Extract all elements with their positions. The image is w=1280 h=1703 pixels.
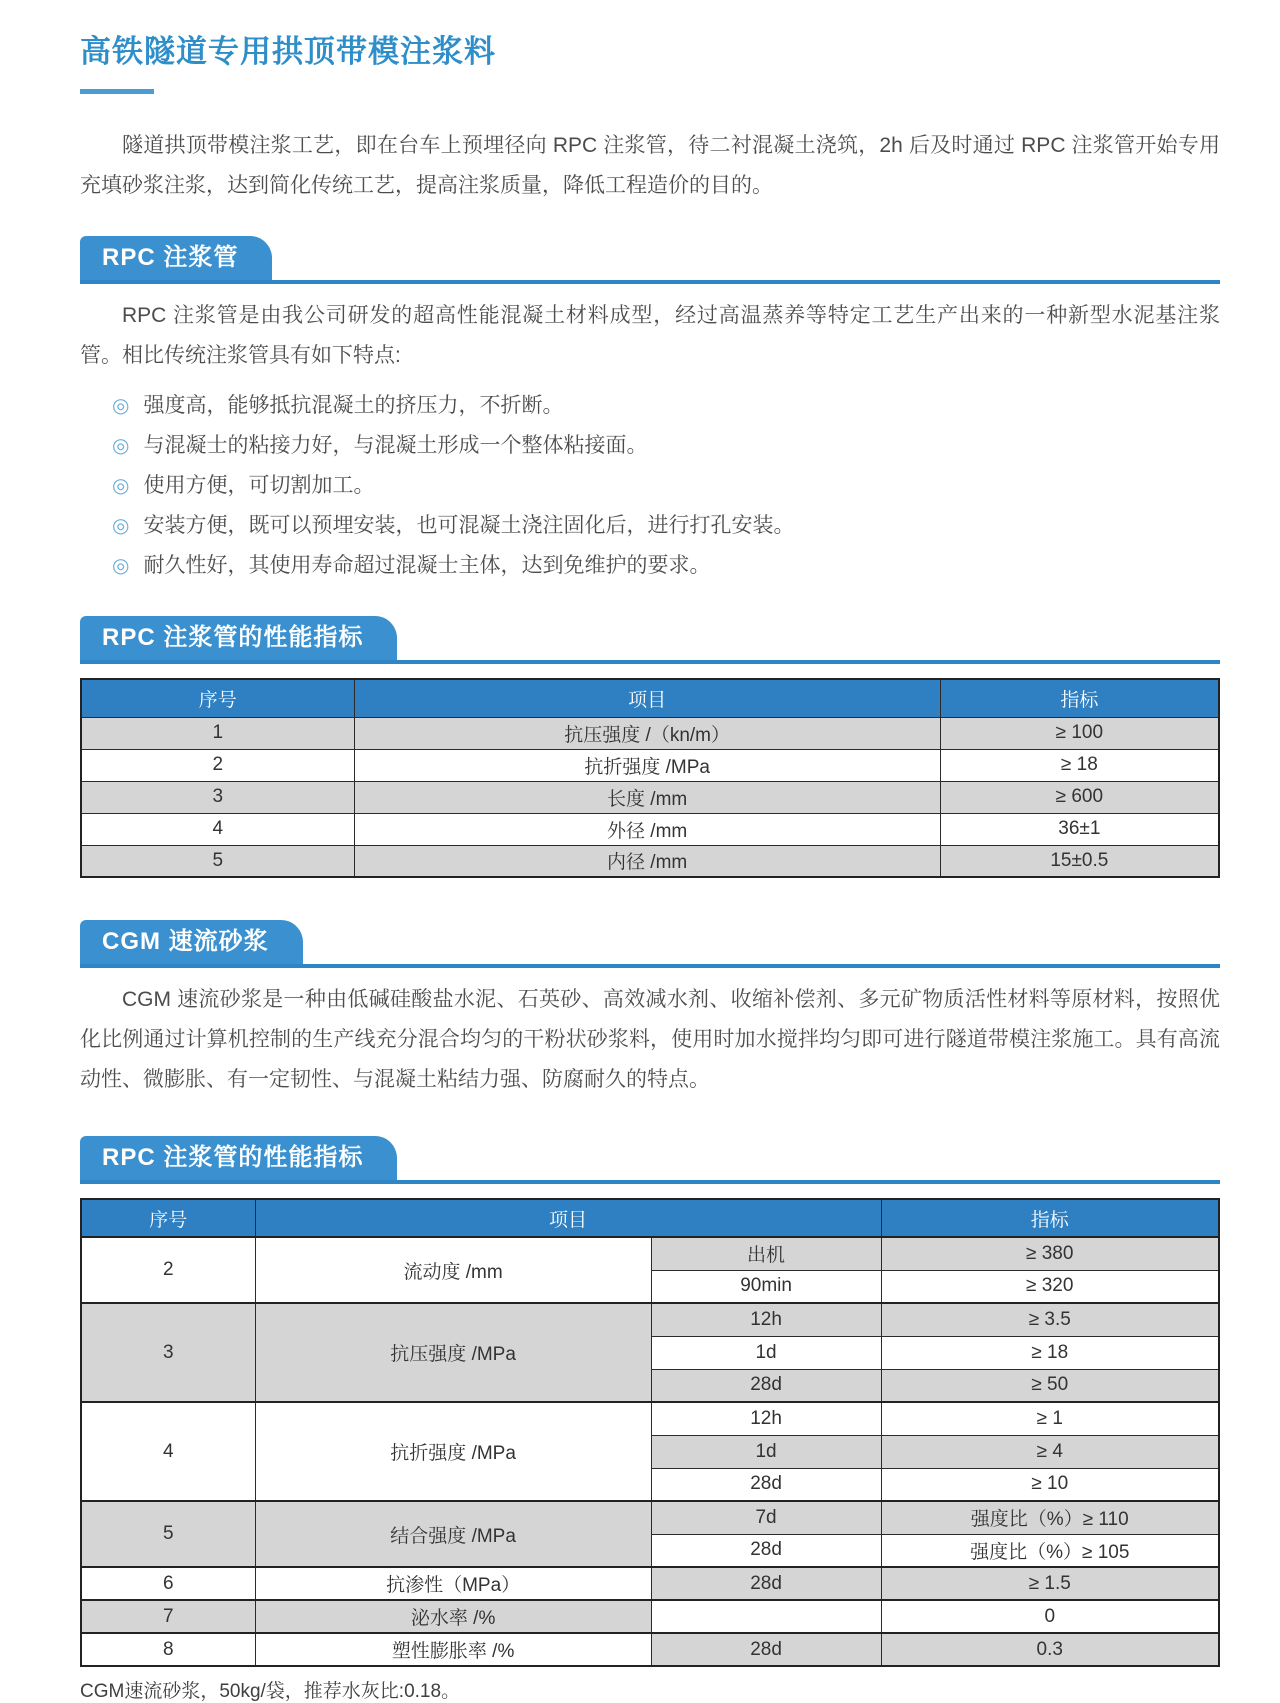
table-cell: 长度 /mm	[354, 781, 940, 813]
table-cell-condition: 12h	[651, 1402, 881, 1435]
section-badge: RPC 注浆管的性能指标	[80, 1136, 397, 1180]
table-cell-value: 0	[881, 1600, 1219, 1633]
table-cell-no: 7	[81, 1600, 255, 1633]
table-cell-value: ≥ 4	[881, 1435, 1219, 1468]
table-row	[81, 717, 1219, 749]
bullet-icon: ◎	[112, 555, 130, 577]
table-cell-no: 3	[81, 1303, 255, 1402]
table-cell: ≥ 100	[940, 717, 1219, 749]
rpc-feature-list	[80, 386, 1220, 586]
table-cell-condition: 出机	[651, 1237, 881, 1270]
table-cell: 外径 /mm	[354, 813, 940, 845]
table-cell-condition: 28d	[651, 1633, 881, 1666]
table-cell-condition: 12h	[651, 1303, 881, 1336]
table-cell-value: ≥ 380	[881, 1237, 1219, 1270]
table-cell-condition: 90min	[651, 1270, 881, 1303]
table-cell-condition: 1d	[651, 1435, 881, 1468]
table-cell-no: 6	[81, 1567, 255, 1600]
table-cell-no: 2	[81, 1237, 255, 1303]
table-cell-value: 强度比（%）≥ 105	[881, 1534, 1219, 1567]
table-cell-value: 强度比（%）≥ 110	[881, 1501, 1219, 1534]
table-cell-value: ≥ 50	[881, 1369, 1219, 1402]
list-item-text: 强度高，能够抵抗混凝土的挤压力，不折断。	[143, 394, 564, 417]
section-heading-rpc	[80, 236, 1220, 284]
table-cell: 4	[81, 813, 354, 845]
table-cell: 抗折强度 /MPa	[354, 749, 940, 781]
section-badge: RPC 注浆管的性能指标	[80, 616, 397, 660]
list-item-text: 与混凝士的粘接力好，与混凝土形成一个整体粘接面。	[143, 434, 648, 457]
table-cell-condition: 7d	[651, 1501, 881, 1534]
section-badge: CGM 速流砂浆	[80, 920, 303, 964]
list-item-text: 使用方便，可切割加工。	[143, 474, 375, 497]
table-header-cell: 序号	[81, 1199, 255, 1237]
section-badge: RPC 注浆管	[80, 236, 272, 280]
table-cell-no: 5	[81, 1501, 255, 1567]
table-cell-no: 4	[81, 1402, 255, 1501]
table-cell-item: 抗折强度 /MPa	[255, 1402, 651, 1501]
list-item	[112, 386, 1220, 426]
section-heading-rpc-table	[80, 616, 1220, 664]
table-cell-condition: 1d	[651, 1336, 881, 1369]
table-cell-item: 泌水率 /%	[255, 1600, 651, 1633]
list-item	[112, 546, 1220, 586]
table-row	[81, 845, 1219, 877]
cgm-performance-table	[80, 1198, 1220, 1667]
table-cell-condition: 28d	[651, 1369, 881, 1402]
table-row	[81, 781, 1219, 813]
table-cell: 抗压强度 /（kn/m）	[354, 717, 940, 749]
title-underline-bar	[80, 89, 154, 94]
table-header-cell: 指标	[881, 1199, 1219, 1237]
table-cell-item: 抗渗性（MPa）	[255, 1567, 651, 1600]
table-cell-item: 流动度 /mm	[255, 1237, 651, 1303]
table-cell: ≥ 18	[940, 749, 1219, 781]
table-row	[81, 749, 1219, 781]
list-item-text: 安装方便，既可以预埋安装，也可混凝土浇注固化后，进行打孔安装。	[143, 514, 795, 537]
table-cell-value: ≥ 1	[881, 1402, 1219, 1435]
table-header-cell: 项目	[255, 1199, 881, 1237]
rpc-paragraph: RPC 注浆管是由我公司研发的超高性能混凝土材料成型，经过高温蒸养等特定工艺生产出来的一种新型水泥基注浆管。相比传统注浆管具有如下特点:	[80, 304, 1220, 367]
table-cell: 15±0.5	[940, 845, 1219, 877]
table-cell: 3	[81, 781, 354, 813]
table-cell-condition: 28d	[651, 1534, 881, 1567]
footnote: CGM速流砂浆，50kg/袋，推荐水灰比:0.18。	[80, 1681, 461, 1702]
table-row	[81, 1567, 1219, 1600]
table-row	[81, 1633, 1219, 1666]
rpc-performance-table	[80, 678, 1220, 878]
table-cell: 36±1	[940, 813, 1219, 845]
list-item	[112, 506, 1220, 546]
table-row	[81, 1600, 1219, 1633]
table-header-cell: 项目	[354, 679, 940, 717]
table-row	[81, 1501, 1219, 1534]
table-cell: 5	[81, 845, 354, 877]
bullet-icon: ◎	[112, 475, 130, 497]
table-cell-no: 8	[81, 1633, 255, 1666]
table-row	[81, 813, 1219, 845]
section-heading-cgm-table	[80, 1136, 1220, 1184]
table-cell-item: 塑性膨胀率 /%	[255, 1633, 651, 1666]
table-row	[81, 1402, 1219, 1435]
table-cell-condition	[651, 1600, 881, 1633]
list-item	[112, 426, 1220, 466]
table-cell: 1	[81, 717, 354, 749]
intro-paragraph: 隧道拱顶带模注浆工艺，即在台车上预埋径向 RPC 注浆管，待二衬混凝土浇筑，2h 后及时通过 RPC 注浆管开始专用充填砂浆注浆，达到简化传统工艺，提高注浆质量，降低工程造价的目的。	[80, 134, 1220, 197]
bullet-icon: ◎	[112, 395, 130, 417]
table-cell-condition: 28d	[651, 1567, 881, 1600]
page-title: 高铁隧道专用拱顶带模注浆料	[80, 34, 496, 69]
table-cell-value: ≥ 10	[881, 1468, 1219, 1501]
table-cell: ≥ 600	[940, 781, 1219, 813]
table-cell-item: 抗压强度 /MPa	[255, 1303, 651, 1402]
table-cell-value: ≥ 320	[881, 1270, 1219, 1303]
table-cell-item: 结合强度 /MPa	[255, 1501, 651, 1567]
bullet-icon: ◎	[112, 435, 130, 457]
table-header-row	[81, 1199, 1219, 1237]
bullet-icon: ◎	[112, 515, 130, 537]
list-item	[112, 466, 1220, 506]
table-cell-value: 0.3	[881, 1633, 1219, 1666]
table-row	[81, 1237, 1219, 1270]
table-cell-value: ≥ 3.5	[881, 1303, 1219, 1336]
table-cell: 内径 /mm	[354, 845, 940, 877]
section-heading-cgm	[80, 920, 1220, 968]
table-row	[81, 1303, 1219, 1336]
table-header-row	[81, 679, 1219, 717]
table-cell-value: ≥ 1.5	[881, 1567, 1219, 1600]
table-cell-condition: 28d	[651, 1468, 881, 1501]
table-header-cell: 序号	[81, 679, 354, 717]
table-header-cell: 指标	[940, 679, 1219, 717]
list-item-text: 耐久性好，其使用寿命超过混凝士主体，达到免维护的要求。	[143, 554, 711, 577]
table-cell: 2	[81, 749, 354, 781]
cgm-paragraph: CGM 速流砂浆是一种由低碱硅酸盐水泥、石英砂、高效减水剂、收缩补偿剂、多元矿物质活性材料等原材料，按照优化比例通过计算机控制的生产线充分混合均匀的干粉状砂浆料，使用时加水搅拌均匀即可进行隧道带模注浆施工。具有高流动性、微膨胀、有一定韧性、与混凝土粘结力强、防腐耐久的特点。	[80, 988, 1220, 1091]
table-cell-value: ≥ 18	[881, 1336, 1219, 1369]
